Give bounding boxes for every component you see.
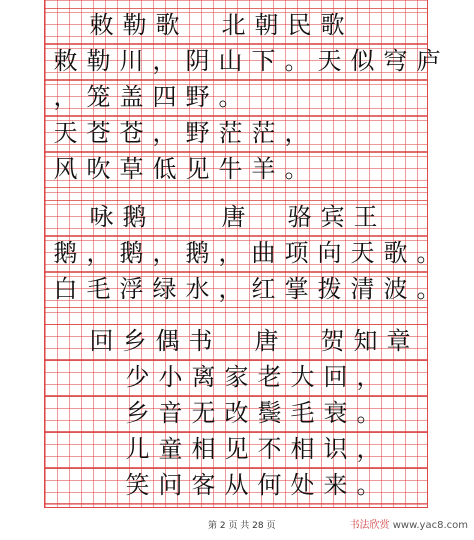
glyph-cell: 见 (224, 435, 249, 463)
glyph-cell: 掌 (284, 275, 309, 303)
glyph-cell: 清 (350, 275, 375, 303)
glyph-cell: 波 (383, 275, 408, 303)
glyph-cell: 朝 (254, 11, 279, 39)
poem-line (121, 434, 385, 464)
glyph-cell (217, 326, 250, 356)
glyph-cell: 穹 (383, 47, 408, 75)
glyph-cell: 敕 (89, 11, 114, 39)
glyph-cell: 毛 (86, 275, 111, 303)
glyph-cell: 羊 (251, 155, 276, 183)
calligraphy-grid-sheet (44, 0, 441, 508)
poem-line (121, 362, 385, 392)
glyph-cell: 回 (89, 327, 114, 355)
glyph-cell: 来 (323, 471, 348, 499)
glyph-cell: 。 (416, 239, 441, 267)
glyph-cell: 何 (257, 471, 282, 499)
poem-line (49, 118, 313, 148)
glyph-cell: 曲 (251, 239, 276, 267)
glyph-cell: ， (152, 47, 177, 75)
glyph-cell: 笑 (125, 471, 150, 499)
glyph-cell: 骆 (287, 203, 312, 231)
glyph-cell: ， (356, 363, 381, 391)
glyph-cell: 庐 (416, 47, 441, 75)
poem-line (49, 238, 445, 268)
glyph-cell: 民 (287, 11, 312, 39)
glyph-cell: 天 (53, 119, 78, 147)
glyph-cell: 川 (119, 47, 144, 75)
glyph-cell: 拨 (317, 275, 342, 303)
poem-title-line (85, 10, 349, 40)
glyph-cell: 咏 (89, 203, 114, 231)
poem-line (49, 154, 313, 184)
glyph-cell: ， (356, 435, 381, 463)
glyph-cell: 歌 (320, 11, 345, 39)
glyph-cell: 白 (53, 275, 78, 303)
glyph-cell: 野 (185, 83, 210, 111)
glyph-cell: 勒 (122, 11, 147, 39)
glyph-cell: 家 (224, 363, 249, 391)
glyph-cell: 水 (185, 275, 210, 303)
glyph-cell: 衰 (323, 399, 348, 427)
glyph-cell (250, 202, 283, 232)
poem-line (49, 274, 445, 304)
glyph-cell: 项 (284, 239, 309, 267)
glyph-cell: 鹅 (53, 239, 78, 267)
glyph-cell: ， (53, 83, 78, 111)
glyph-cell: 相 (290, 435, 315, 463)
glyph-cell: 盖 (119, 83, 144, 111)
glyph-cell: 似 (350, 47, 375, 75)
glyph-cell: 山 (218, 47, 243, 75)
glyph-cell: 章 (386, 327, 411, 355)
glyph-cell: 鹅 (122, 203, 147, 231)
glyph-cell: 吹 (86, 155, 111, 183)
glyph-cell: 草 (119, 155, 144, 183)
watermark-url: www.yac8.com (392, 520, 468, 531)
glyph-cell: 王 (353, 203, 378, 231)
glyph-cell: 老 (257, 363, 282, 391)
glyph-cell: 风 (53, 155, 78, 183)
glyph-cell: 鬓 (257, 399, 282, 427)
glyph-cell: 歌 (383, 239, 408, 267)
glyph-cell: 宾 (320, 203, 345, 231)
glyph-cell: 识 (323, 435, 348, 463)
glyph-cell: 。 (284, 155, 309, 183)
glyph-cell: 离 (191, 363, 216, 391)
glyph-cell: 贺 (320, 327, 345, 355)
glyph-cell: 浮 (119, 275, 144, 303)
glyph-cell: 回 (323, 363, 348, 391)
glyph-cell: 客 (191, 471, 216, 499)
page-indicator: 第 2 页 共 28 页 (208, 521, 276, 531)
glyph-cell: 红 (251, 275, 276, 303)
poem-line (121, 470, 385, 500)
glyph-cell: 北 (221, 11, 246, 39)
glyph-cell: 问 (158, 471, 183, 499)
glyph-cell: 处 (290, 471, 315, 499)
glyph-cell: 笼 (86, 83, 111, 111)
glyph-cell: 唐 (221, 203, 246, 231)
glyph-cell: ， (218, 239, 243, 267)
glyph-cell (283, 326, 316, 356)
glyph-cell: 音 (158, 399, 183, 427)
glyph-cell: 大 (290, 363, 315, 391)
glyph-cell: 乡 (125, 399, 150, 427)
glyph-cell (184, 10, 217, 40)
glyph-cell: ， (152, 239, 177, 267)
glyph-cell: 。 (356, 471, 381, 499)
poem-title-line (85, 202, 382, 232)
glyph-cell: 。 (416, 275, 441, 303)
glyph-cell: 鹅 (119, 239, 144, 267)
watermark-site-name: 书法欣赏 (349, 520, 390, 531)
glyph-cell: ， (218, 275, 243, 303)
poem-line (49, 46, 445, 76)
glyph-cell: 儿 (125, 435, 150, 463)
glyph-cell: 茫 (251, 119, 276, 147)
glyph-cell: 知 (353, 327, 378, 355)
glyph-cell: 。 (284, 47, 309, 75)
page-footer (0, 516, 474, 536)
glyph-cell: 不 (257, 435, 282, 463)
glyph-cell (184, 202, 217, 232)
glyph-cell (151, 202, 184, 232)
glyph-cell: 阴 (185, 47, 210, 75)
glyph-cell: 。 (218, 83, 243, 111)
glyph-cell: 无 (191, 399, 216, 427)
glyph-cell: 小 (158, 363, 183, 391)
glyph-cell: ， (284, 119, 309, 147)
glyph-cell: ， (152, 119, 177, 147)
glyph-cell: 见 (185, 155, 210, 183)
glyph-cell: 牛 (218, 155, 243, 183)
poem-title-line (85, 326, 415, 356)
glyph-cell: 少 (125, 363, 150, 391)
glyph-cell: 乡 (122, 327, 147, 355)
glyph-cell: 歌 (155, 11, 180, 39)
glyph-cell: ， (86, 239, 111, 267)
glyph-cell: 向 (317, 239, 342, 267)
glyph-cell: 茫 (218, 119, 243, 147)
glyph-cell: 鹅 (185, 239, 210, 267)
poem-line (121, 398, 385, 428)
glyph-cell: 唐 (254, 327, 279, 355)
glyph-cell: 书 (188, 327, 213, 355)
glyph-cell: 勒 (86, 47, 111, 75)
glyph-cell: 相 (191, 435, 216, 463)
glyph-cell: 。 (356, 399, 381, 427)
glyph-cell: 四 (152, 83, 177, 111)
glyph-cell: 绿 (152, 275, 177, 303)
glyph-cell: 野 (185, 119, 210, 147)
site-watermark (350, 516, 468, 531)
glyph-cell: 毛 (290, 399, 315, 427)
glyph-cell: 从 (224, 471, 249, 499)
glyph-cell: 苍 (86, 119, 111, 147)
glyph-cell: 敕 (53, 47, 78, 75)
poem-line (49, 82, 247, 112)
glyph-cell: 天 (350, 239, 375, 267)
glyph-cell: 天 (317, 47, 342, 75)
glyph-cell: 下 (251, 47, 276, 75)
glyph-cell: 童 (158, 435, 183, 463)
glyph-cell: 低 (152, 155, 177, 183)
glyph-cell: 苍 (119, 119, 144, 147)
glyph-cell: 改 (224, 399, 249, 427)
glyph-cell: 偶 (155, 327, 180, 355)
